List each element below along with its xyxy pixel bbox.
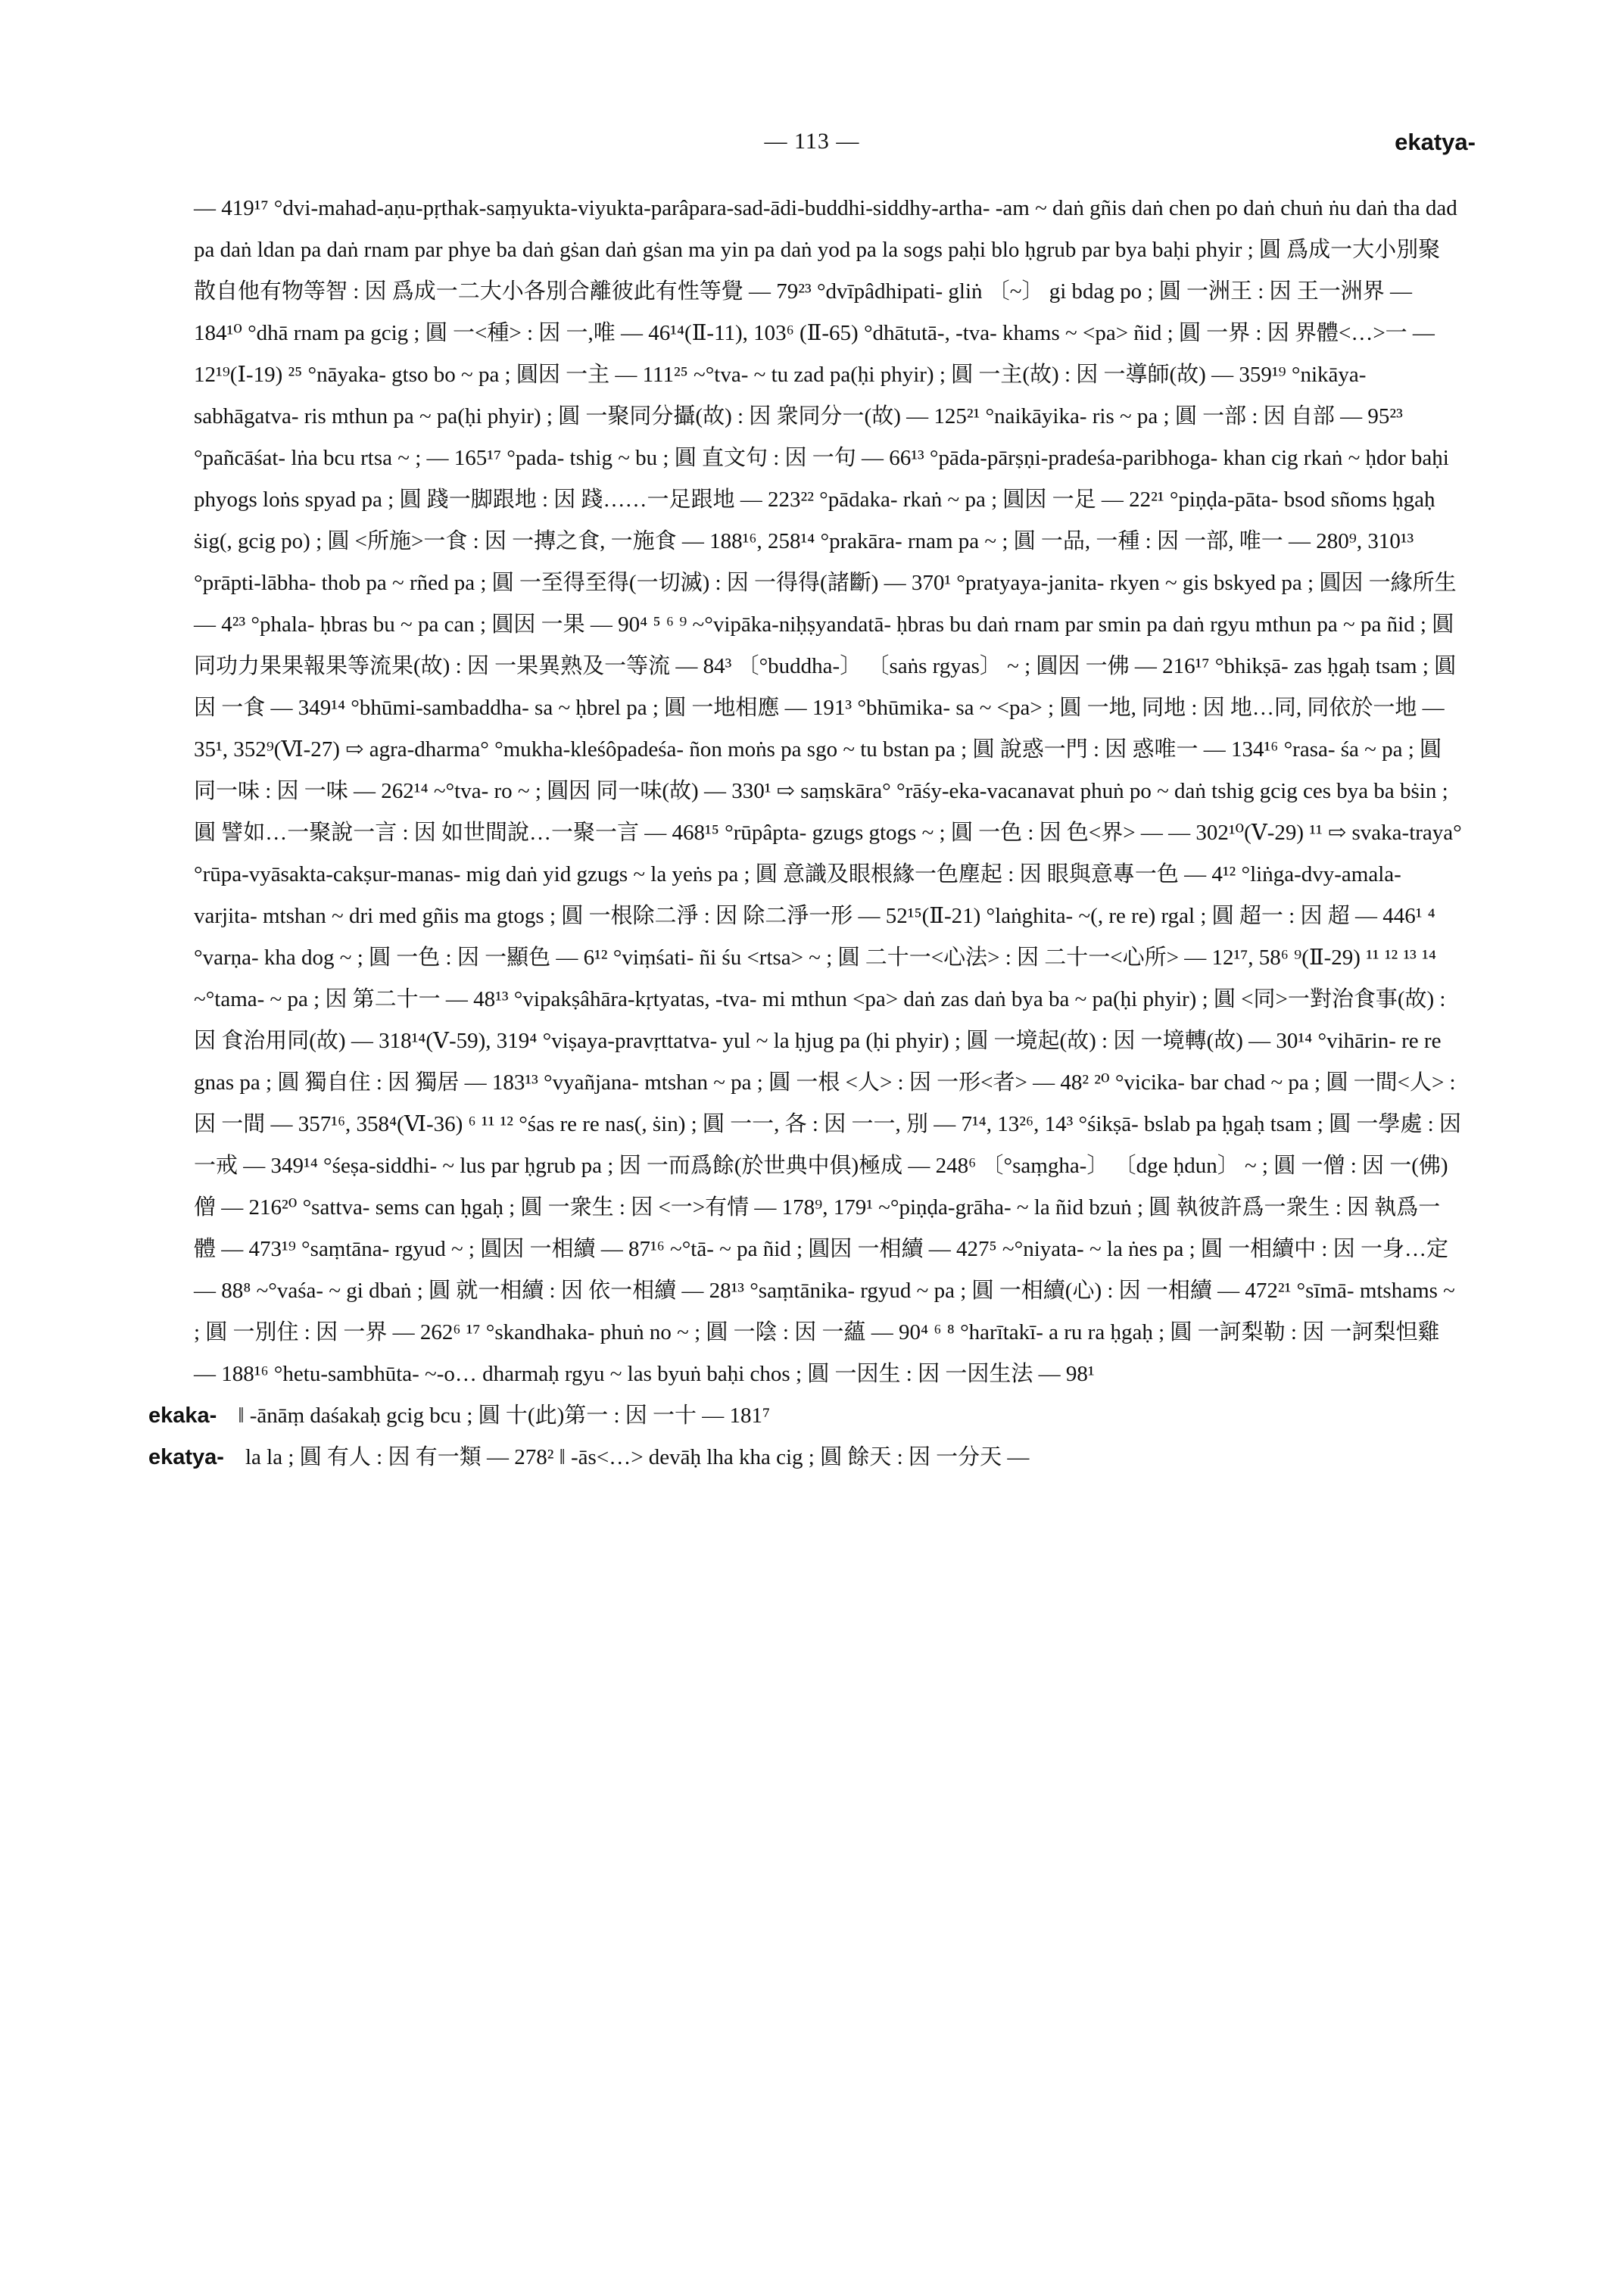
entry-text: ‖ -ānāṃ daśakaḥ gcig bcu ; 圓 十(此)第一 : 因 一十 — 181⁷ xyxy=(238,1404,771,1428)
entry-headword: ekaka- xyxy=(148,1404,217,1428)
running-head: ekatya- xyxy=(1395,129,1476,155)
dictionary-body xyxy=(148,188,1462,1478)
entry-text: — 419¹⁷ °dvi-mahad-aṇu-pṛthak-saṃyukta-viyukta-parâpara-sad-ādi-buddhi-siddhy-artha- -am ~ daṅ gñis daṅ chen po daṅ chuṅ ṅu daṅ tha dad pa daṅ ldan pa daṅ rnam par phye ba daṅ gṡan daṅ gṡan ma yin pa daṅ yod pa la sogs paḥi blo ḥgrub par bya baḥi phyir ; 圓 爲成一大小別聚散自他有物等智 : 因 爲成一二大小各別合離彼此有性等覺 — 79²³ °dvīpâdhipati- gliṅ 〔~〕 gi bdag po ; 圓 一洲王 : 因 王一洲界 — 184¹⁰ °dhā rnam pa gcig ; 圓 一<種> : 因 一,唯 — 46¹⁴(Ⅱ-11), 103⁶ (Ⅱ-65) °dhātutā-, -tva- khams ~ <pa> ñid ; 圓 一界 : 因 界體<…>一 — 12¹⁹(Ⅰ-19) ²⁵ °nāyaka- gtso bo ~ pa ; 圓因 一主 — 111²⁵ ~°tva- ~ tu zad pa(ḥi phyir) ; 圓 一主(故) : 因 一導師(故) — 359¹⁹ °nikāya-sabhāgatva- ris mthun pa ~ pa(ḥi phyir) ; 圓 一聚同分攝(故) : 因 衆同分一(故) — 125²¹ °naikāyika- ris ~ pa ; 圓 一部 : 因 自部 — 95²³ °pañcāśat- lṅa bcu rtsa ~ ; — 165¹⁷ °pada- tshig ~ bu ; 圓 直文句 : 因 一句 — 66¹³ °pāda-pārṣṇi-pradeśa-paribhoga- khan cig rkaṅ ~ ḥdor baḥi phyogs loṅs spyad pa ; 圓 踐一脚跟地 : 因 踐……一足跟地 — 223²² °pādaka- rkaṅ ~ pa ; 圓因 一足 — 22²¹ °piṇḍa-pāta- bsod sñoms ḥgaḥ ṡig(, gcig po) ; 圓 <所施>一食 : 因 一摶之食, 一施食 — 188¹⁶, 258¹⁴ °prakāra- rnam pa ~ ; 圓 一品, 一種 : 因 一部, 唯一 — 280⁹, 310¹³ °prāpti-lābha- thob pa ~ rñed pa ; 圓 一至得至得(一切滅) : 因 一得得(諸斷) — 370¹ °pratyaya-janita- rkyen ~ gis bskyed pa ; 圓因 一緣所生 — 4²³ °phala- ḥbras bu ~ pa can ; 圓因 一果 — 90⁴ ⁵ ⁶ ⁹ ~°vipāka-niḥṣyandatā- ḥbras bu daṅ rnam par smin pa daṅ rgyu mthun pa ~ pa ñid ; 圓 同功力果果報果等流果(故) : 因 一果異熟及一等流 — 84³ 〔°buddha-〕 〔saṅs rgyas〕 ~ ; 圓因 一佛 — 216¹⁷ °bhikṣā- zas ḥgaḥ tsam ; 圓因 一食 — 349¹⁴ °bhūmi-sambaddha- sa ~ ḥbrel pa ; 圓 一地相應 — 191³ °bhūmika- sa ~ <pa> ; 圓 一地, 同地 : 因 地…同, 同依於一地 — 35¹, 352⁹(Ⅵ-27) ⇨ agra-dharma° °mukha-kleśôpadeśa- ñon moṅs pa sgo ~ tu bstan pa ; 圓 說惑一門 : 因 惑唯一 — 134¹⁶ °rasa- śa ~ pa ; 圓 同一味 : 因 一味 — 262¹⁴ ~°tva- ro ~ ; 圓因 同一味(故) — 330¹ ⇨ saṃskāra° °rāśy-eka-vacanavat phuṅ po ~ daṅ tshig gcig ces bya ba bṡin ; 圓 譬如…一聚說一言 : 因 如世間說…一聚一言 — 468¹⁵ °rūpâpta- gzugs gtogs ~ ; 圓 一色 : 因 色<界> — — 302¹⁰(Ⅴ-29) ¹¹ ⇨ svaka-traya° °rūpa-vyāsakta-cakṣur-manas- mig daṅ yid gzugs ~ la yeṅs pa ; 圓 意識及眼根緣一色塵起 : 因 眼與意專一色 — 4¹² °liṅga-dvy-amala-varjita- mtshan ~ dri med gñis ma gtogs ; 圓 一根除二淨 : 因 除二淨一形 — 52¹⁵(Ⅱ-21) °laṅghita- ~(, re re) rgal ; 圓 超一 : 因 超 — 446¹ ⁴ °varṇa- kha dog ~ ; 圓 一色 : 因 一顯色 — 6¹² °viṃśati- ñi śu <rtsa> ~ ; 圓 二十一<心法> : 因 二十一<心所> — 12¹⁷, 58⁶ ⁹(Ⅱ-29) ¹¹ ¹² ¹³ ¹⁴ ~°tama- ~ pa ; 因 第二十一 — 48¹³ °vipakṣâhāra-kṛtyatas, -tva- mi mthun <pa> daṅ zas daṅ bya ba ~ pa(ḥi phyir) ; 圓 <同>一對治食事(故) : 因 食治用同(故) — 318¹⁴(Ⅴ-59), 319⁴ °viṣaya-pravṛttatva- yul ~ la ḥjug pa (ḥi phyir) ; 圓 一境起(故) : 因 一境轉(故) — 30¹⁴ °vihārin- re re gnas pa ; 圓 獨自住 : 因 獨居 — 183¹³ °vyañjana- mtshan ~ pa ; 圓 一根 <人> : 因 一形<者> — 48² ²⁰ °vicika- bar chad ~ pa ; 圓 一間<人> : 因 一間 — 357¹⁶, 358⁴(Ⅵ-36) ⁶ ¹¹ ¹² °śas re re nas(, ṡin) ; 圓 一一, 各 : 因 一一, 別 — 7¹⁴, 13²⁶, 14³ °śikṣā- bslab pa ḥgaḥ tsam ; 圓 一學處 : 因 一戒 — 349¹⁴ °śeṣa-siddhi- ~ lus par ḥgrub pa ; 因 一而爲餘(於世典中俱)極成 — 248⁶ 〔°saṃgha-〕 〔dge ḥdun〕 ~ ; 圓 一僧 : 因 一(佛)僧 — 216²⁰ °sattva- sems can ḥgaḥ ; 圓 一衆生 : 因 <一>有情 — 178⁹, 179¹ ~°piṇḍa-grāha- ~ la ñid bzuṅ ; 圓 執彼許爲一衆生 : 因 執爲一體 — 473¹⁹ °saṃtāna- rgyud ~ ; 圓因 一相續 — 87¹⁶ ~°tā- ~ pa ñid ; 圓因 一相續 — 427⁵ ~°niyata- ~ la ṅes pa ; 圓 一相續中 : 因 一身…定 — 88⁸ ~°vaśa- ~ gi dbaṅ ; 圓 就一相續 : 因 依一相續 — 28¹³ °saṃtānika- rgyud ~ pa ; 圓 一相續(心) : 因 一相續 — 472²¹ °sīmā- mtshams ~ ; 圓 一別住 : 因 一界 — 262⁶ ¹⁷ °skandhaka- phuṅ no ~ ; 圓 一陰 : 因 一蘊 — 90⁴ ⁶ ⁸ °harītakī- a ru ra ḥgaḥ ; 圓 一訶梨勒 : 因 一訶梨怛雞 — 188¹⁶ °hetu-sambhūta- ~-o… dharmaḥ rgyu ~ las byuṅ baḥi chos ; 圓 一因生 : 因 一因生法 — 98¹ xyxy=(194,196,1462,1386)
dictionary-entry xyxy=(148,1437,1462,1478)
entry-headword: ekatya- xyxy=(148,1445,224,1469)
entry-text: la la ; 圓 有人 : 因 有一類 — 278² ‖ -ās<…> devāḥ lha kha cig ; 圓 餘天 : 因 一分天 — xyxy=(245,1445,1030,1469)
dictionary-entry-continuation xyxy=(148,188,1462,1395)
dictionary-entry xyxy=(148,1395,1462,1437)
page-number: — 113 — xyxy=(764,129,860,154)
page-header xyxy=(148,129,1476,159)
